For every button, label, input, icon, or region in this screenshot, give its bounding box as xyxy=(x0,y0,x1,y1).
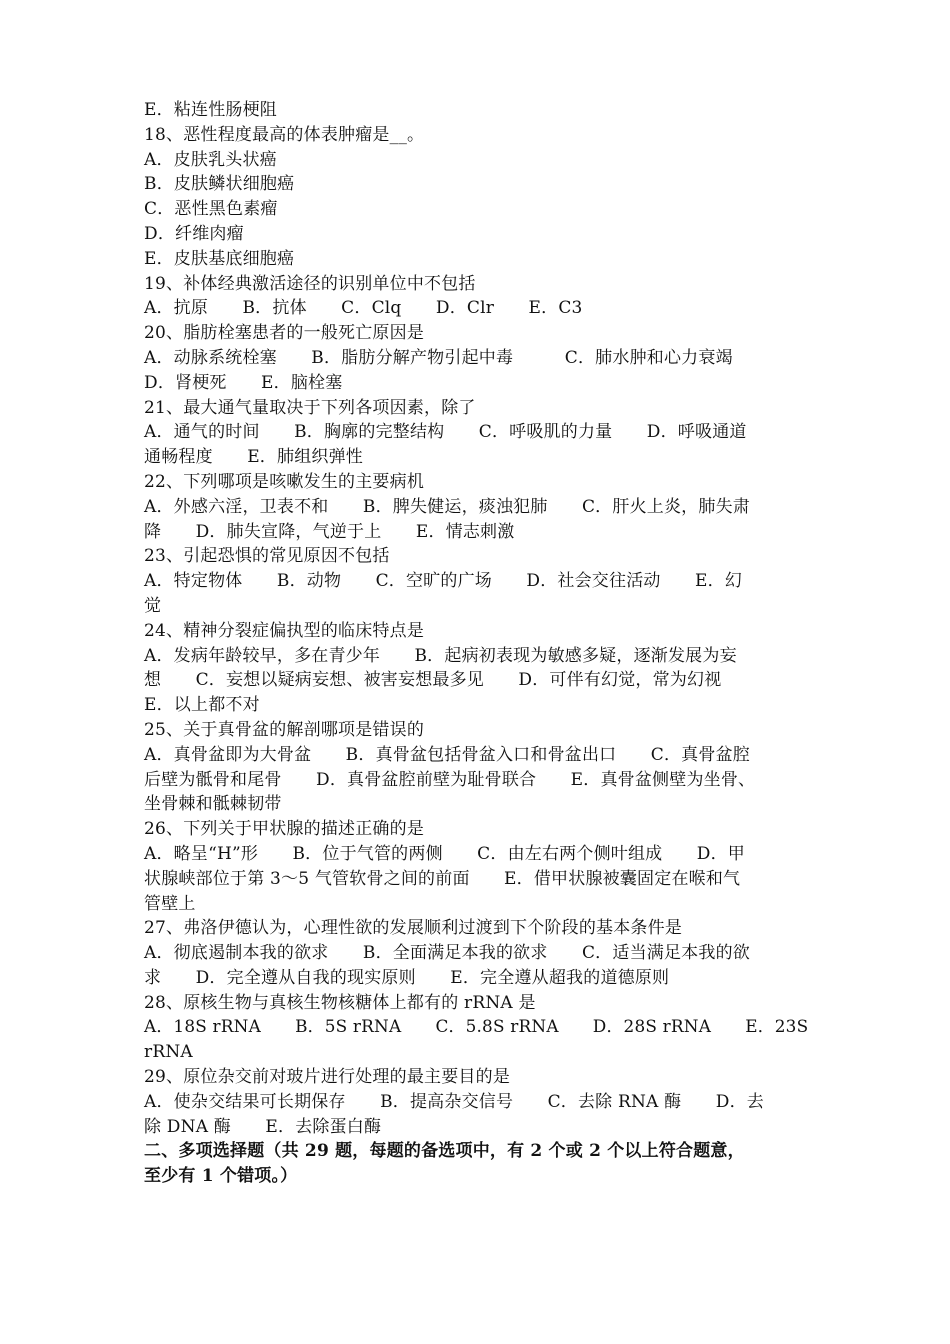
text-line: D．肾梗死 E．脑栓塞 xyxy=(144,372,343,393)
document-page xyxy=(144,98,808,1189)
text-line: 28、原核生物与真核生物核糖体上都有的 rRNA 是 xyxy=(144,992,536,1013)
text-line: 18、恶性程度最高的体表肿瘤是__。 xyxy=(144,124,425,145)
text-line: D．纤维肉瘤 xyxy=(144,223,244,244)
text-line: 19、补体经典激活途径的识别单位中不包括 xyxy=(144,273,476,294)
text-line: A．抗原 B．抗体 C．Clq D．Clr E．C3 xyxy=(144,298,583,319)
text-line: 求 D．完全遵从自我的现实原则 E．完全遵从超我的道德原则 xyxy=(144,967,670,988)
text-line: 20、脂肪栓塞患者的一般死亡原因是 xyxy=(144,323,425,344)
text-line: rRNA xyxy=(144,1042,193,1063)
text-line: A．使杂交结果可长期保存 B．提高杂交信号 C．去除 RNA 酶 D．去 xyxy=(144,1091,764,1112)
text-line: A．皮肤乳头状癌 xyxy=(144,149,277,170)
text-line: 后壁为骶骨和尾骨 D．真骨盆腔前壁为耻骨联合 E．真骨盆侧壁为坐骨、 xyxy=(144,769,756,790)
text-line: 21、最大通气量取决于下列各项因素，除了 xyxy=(144,397,476,418)
text-line: A．动脉系统栓塞 B．脂肪分解产物引起中毒 C．肺水肿和心力衰竭 xyxy=(144,347,733,368)
text-line: 降 D．肺失宣降，气逆于上 E．情志刺激 xyxy=(144,521,515,542)
text-line: A．特定物体 B．动物 C．空旷的广场 D．社会交往活动 E．幻 xyxy=(144,571,743,592)
text-line: 管壁上 xyxy=(144,893,196,914)
text-line: 觉 xyxy=(144,595,162,616)
text-line: A．真骨盆即为大骨盆 B．真骨盆包括骨盆入口和骨盆出口 C．真骨盆腔 xyxy=(144,744,750,765)
text-line: 24、精神分裂症偏执型的临床特点是 xyxy=(144,620,425,641)
text-line: 27、弗洛伊德认为，心理性欲的发展顺利过渡到下个阶段的基本条件是 xyxy=(144,918,683,939)
text-line: 25、关于真骨盆的解剖哪项是错误的 xyxy=(144,719,425,740)
text-line: 除 DNA 酶 E．去除蛋白酶 xyxy=(144,1116,382,1137)
text-line: E．以上都不对 xyxy=(144,695,260,716)
text-line: A．彻底遏制本我的欲求 B．全面满足本我的欲求 C．适当满足本我的欲 xyxy=(144,943,750,964)
text-line: 22、下列哪项是咳嗽发生的主要病机 xyxy=(144,471,425,492)
text-line: A．通气的时间 B．胸廓的完整结构 C．呼吸肌的力量 D．呼吸通道 xyxy=(144,422,747,443)
text-line: B．皮肤鳞状细胞癌 xyxy=(144,174,295,195)
text-line: A．发病年龄较早，多在青少年 B．起病初表现为敏感多疑，逐渐发展为妄 xyxy=(144,645,737,666)
text-line: 想 C．妄想以疑病妄想、被害妄想最多见 D．可伴有幻觉，常为幻视 xyxy=(144,670,722,691)
text-line: 29、原位杂交前对玻片进行处理的最主要目的是 xyxy=(144,1067,511,1088)
text-line: A．18S rRNA B．5S rRNA C．5.8S rRNA D．28S rRNA E．23S xyxy=(144,1017,809,1038)
text-line: 通畅程度 E．肺组织弹性 xyxy=(144,447,364,468)
text-line: A．外感六淫，卫表不和 B．脾失健运，痰浊犯肺 C．肝火上炎，肺失肃 xyxy=(144,496,750,517)
text-line: 23、引起恐惧的常见原因不包括 xyxy=(144,546,390,567)
section-heading-line: 二、多项选择题（共 29 题，每题的备选项中，有 2 个或 2 个以上符合题意， xyxy=(144,1141,745,1162)
text-line: C．恶性黑色素瘤 xyxy=(144,199,278,220)
text-line: E．粘连性肠梗阻 xyxy=(144,100,278,120)
text-line: 26、下列关于甲状腺的描述正确的是 xyxy=(144,819,425,840)
text-line: 状腺峡部位于第 3～5 气管软骨之间的前面 E．借甲状腺被囊固定在喉和气 xyxy=(144,868,741,889)
section-heading-line: 至少有 1 个错项。） xyxy=(144,1166,298,1187)
text-line: 坐骨棘和骶棘韧带 xyxy=(144,794,282,815)
text-line: E．皮肤基底细胞癌 xyxy=(144,248,295,269)
text-line: A．略呈“H”形 B．位于气管的两侧 C．由左右两个侧叶组成 D．甲 xyxy=(144,843,746,864)
